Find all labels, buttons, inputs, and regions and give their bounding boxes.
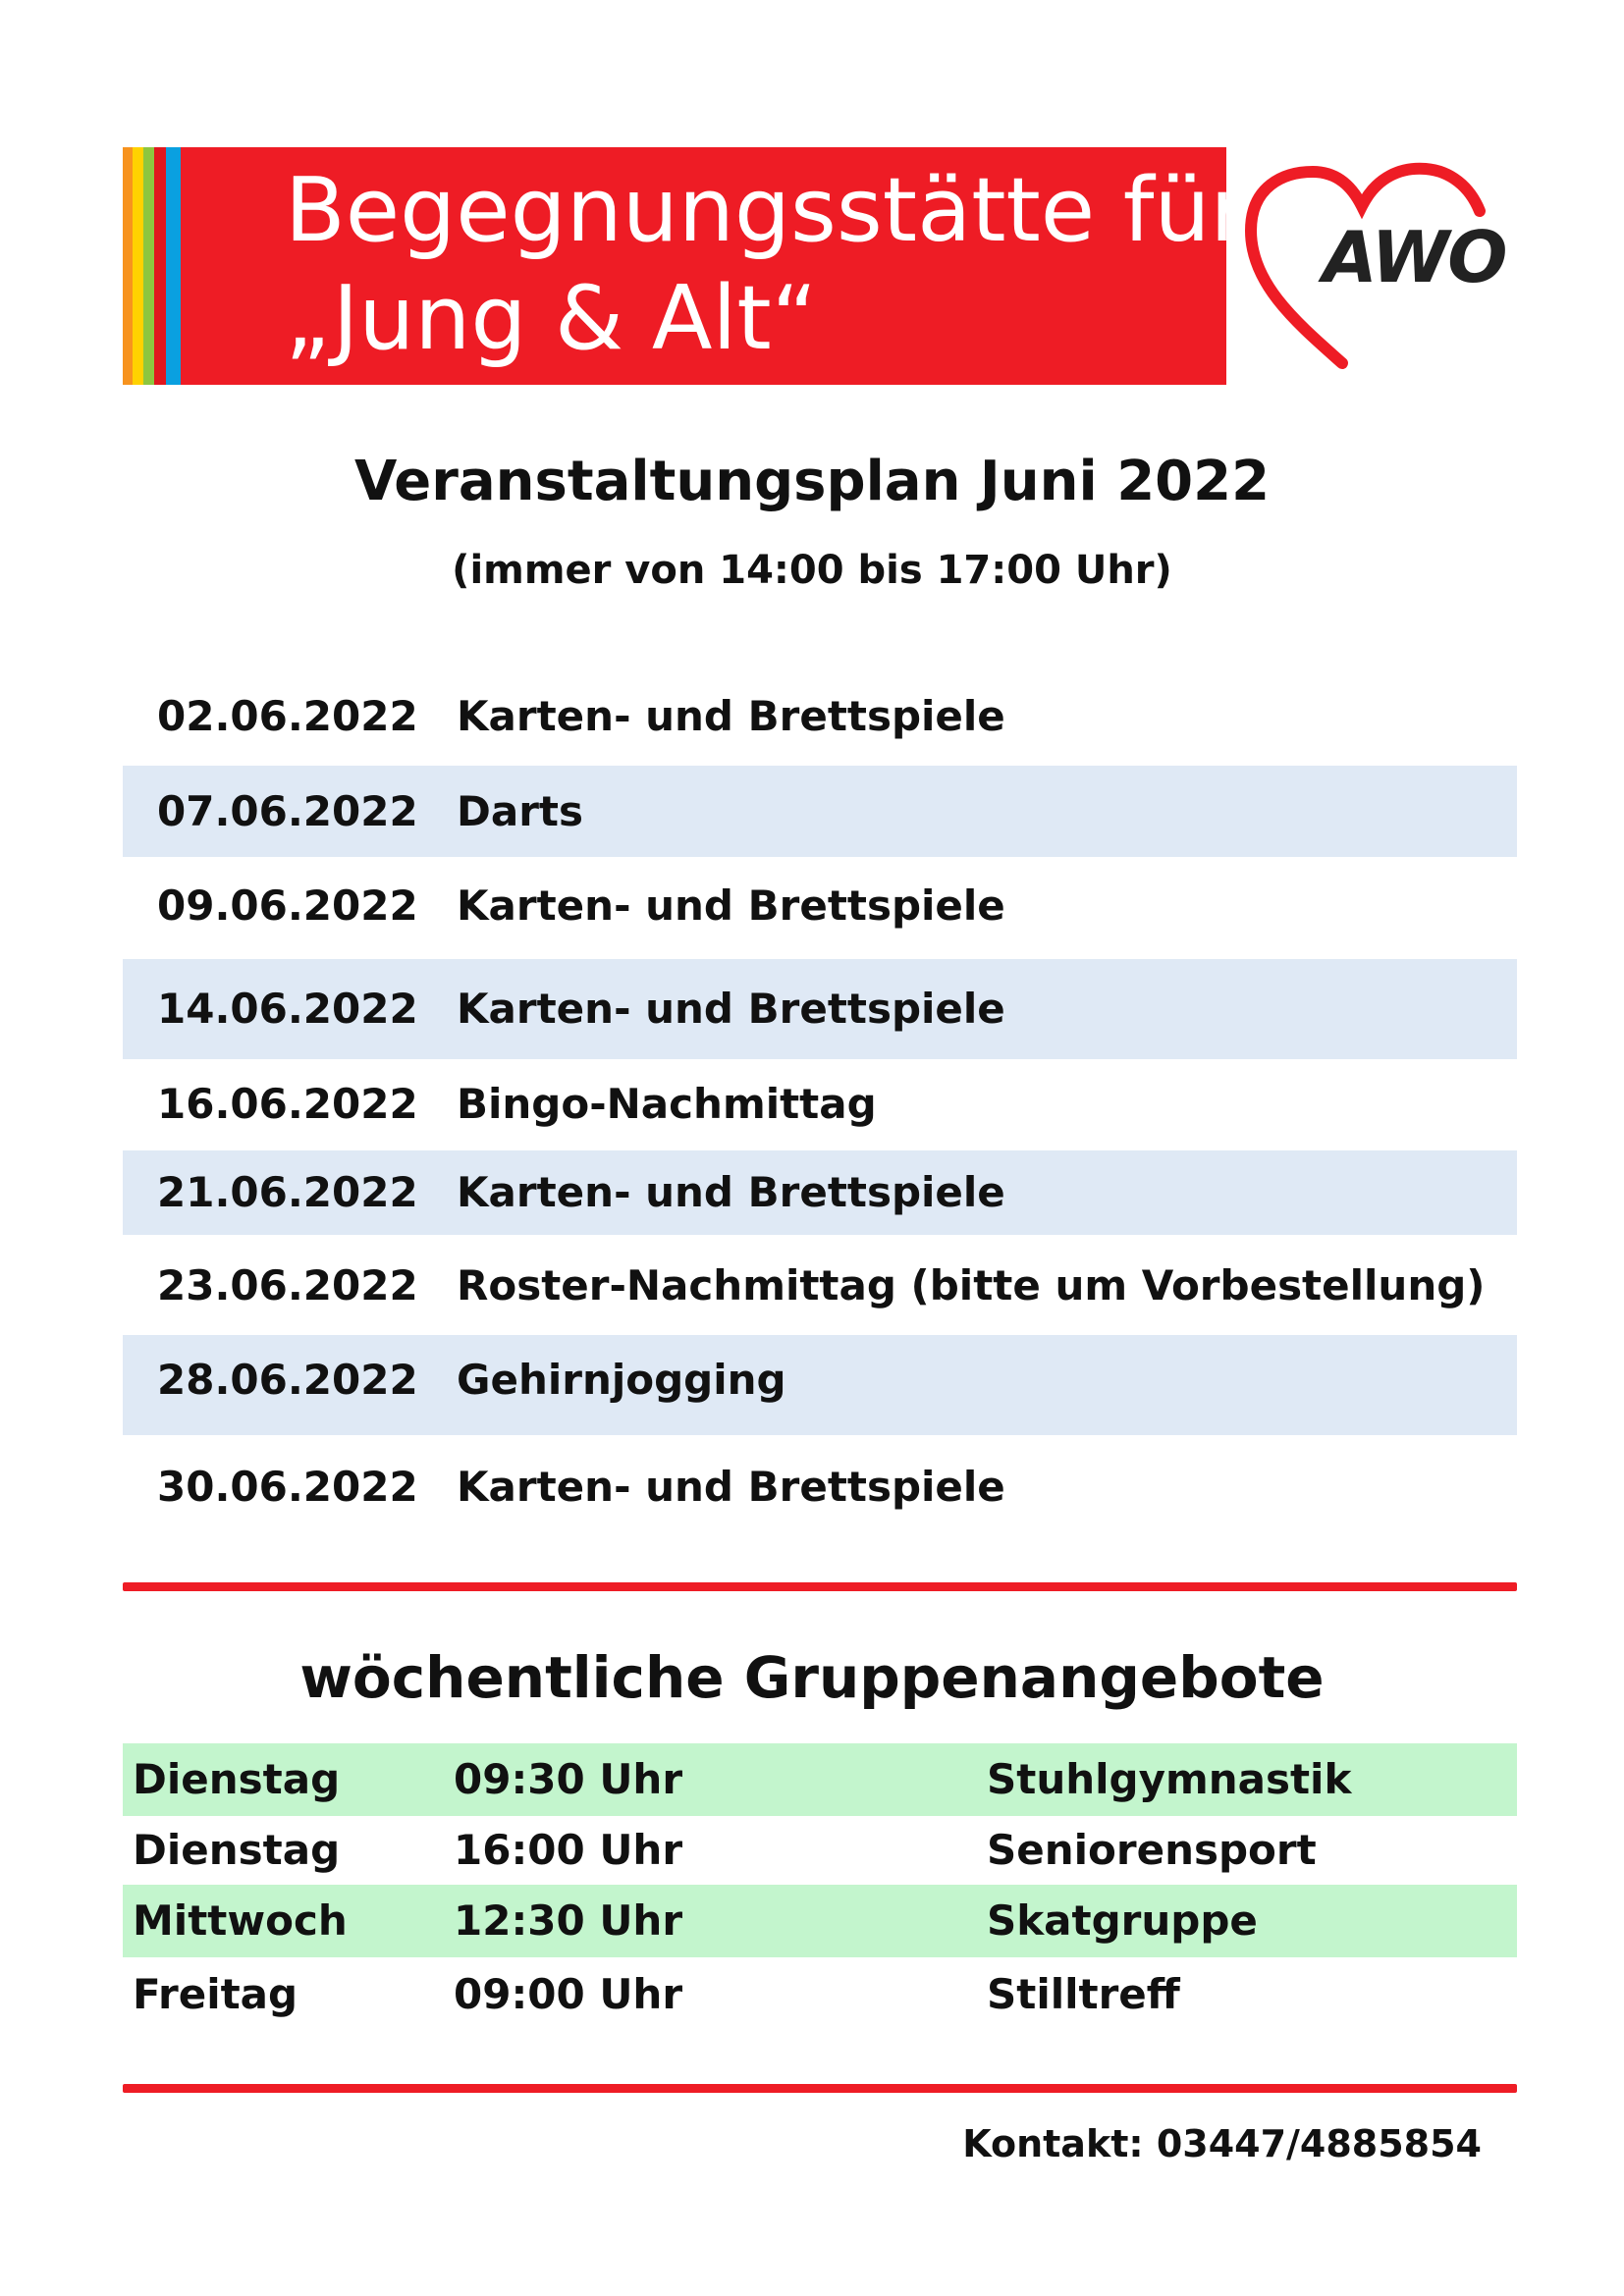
- event-title: Bingo-Nachmittag: [457, 1080, 877, 1128]
- event-title: Gehirnjogging: [457, 1356, 786, 1404]
- footer-divider: [123, 2084, 1517, 2093]
- event-date: 02.06.2022: [157, 692, 418, 740]
- event-date: 23.06.2022: [157, 1261, 418, 1309]
- event-title: Roster-Nachmittag (bitte um Vorbestellung): [457, 1261, 1486, 1309]
- group-day: Freitag: [133, 1970, 298, 2018]
- event-date: 14.06.2022: [157, 985, 418, 1033]
- group-day: Mittwoch: [133, 1896, 348, 1945]
- stripe-yellow: [133, 147, 143, 385]
- group-time: 16:00 Uhr: [454, 1826, 683, 1874]
- group-activity: Stuhlgymnastik: [987, 1755, 1352, 1803]
- stripe-red: [154, 147, 166, 385]
- banner-title-line2: „Jung & Alt“: [285, 267, 818, 370]
- event-row: [123, 1335, 1517, 1435]
- group-day: Dienstag: [133, 1755, 341, 1803]
- group-time: 12:30 Uhr: [454, 1896, 683, 1945]
- banner-title-line1: Begegnungsstätte für: [285, 159, 1247, 262]
- event-date: 16.06.2022: [157, 1080, 418, 1128]
- group-time: 09:00 Uhr: [454, 1970, 683, 2018]
- header-banner: [123, 147, 1247, 385]
- event-title: Karten- und Brettspiele: [457, 1168, 1005, 1216]
- event-title: Karten- und Brettspiele: [457, 881, 1005, 930]
- schedule-subtitle: (immer von 14:00 bis 17:00 Uhr): [452, 548, 1172, 593]
- logo-text: AWO: [1323, 216, 1506, 298]
- group-row: [123, 1743, 1517, 1816]
- contact-label: Kontakt:: [962, 2122, 1144, 2165]
- event-row: [123, 1448, 1517, 1526]
- group-row: [123, 1814, 1517, 1887]
- event-row: [123, 1247, 1517, 1325]
- group-activity: Skatgruppe: [987, 1896, 1258, 1945]
- schedule-title: Veranstaltungsplan Juni 2022: [353, 450, 1271, 513]
- stripe-orange: [123, 147, 133, 385]
- event-date: 28.06.2022: [157, 1356, 418, 1404]
- group-row: [123, 1885, 1517, 1957]
- group-activity: Seniorensport: [987, 1826, 1317, 1874]
- event-row: [123, 766, 1517, 857]
- group-activity: Stilltreff: [987, 1970, 1180, 2018]
- event-row: [123, 959, 1517, 1059]
- event-date: 07.06.2022: [157, 787, 418, 835]
- stripe-green: [143, 147, 154, 385]
- stripe-blue: [166, 147, 181, 385]
- event-row: [123, 1070, 1517, 1139]
- group-row: [123, 1958, 1517, 2031]
- event-row: [123, 874, 1517, 937]
- event-row: [123, 1150, 1517, 1235]
- awo-logo: [1239, 157, 1504, 378]
- event-title: Karten- und Brettspiele: [457, 985, 1005, 1033]
- group-day: Dienstag: [133, 1826, 341, 1874]
- groups-title: wöchentliche Gruppenangebote: [299, 1644, 1325, 1711]
- event-title: Karten- und Brettspiele: [457, 1463, 1005, 1511]
- event-date: 30.06.2022: [157, 1463, 418, 1511]
- banner-title: [285, 157, 1247, 373]
- event-date: 21.06.2022: [157, 1168, 418, 1216]
- event-title: Karten- und Brettspiele: [457, 692, 1005, 740]
- event-row: [123, 687, 1517, 746]
- event-title: Darts: [457, 787, 583, 835]
- contact-info: [962, 2122, 1482, 2165]
- event-date: 09.06.2022: [157, 881, 418, 930]
- contact-phone: 03447/4885854: [1156, 2122, 1482, 2165]
- section-divider: [123, 1582, 1517, 1591]
- group-time: 09:30 Uhr: [454, 1755, 683, 1803]
